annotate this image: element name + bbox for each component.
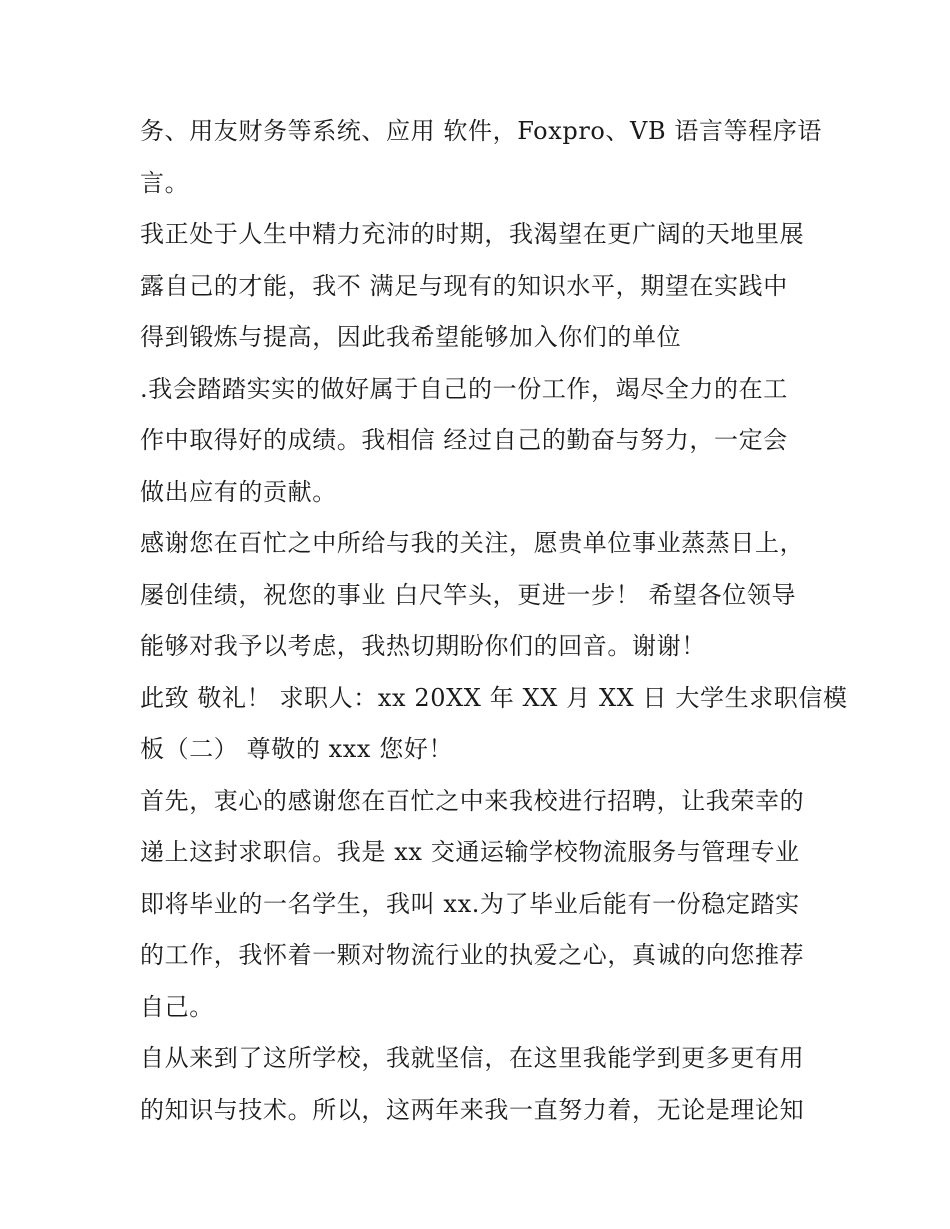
text-line: 的知识与技术。所以，这两年来我一直努力着，无论是理论知: [140, 1095, 805, 1124]
text-line: 做出应有的贡献。: [140, 477, 337, 506]
text-line: 务、用友财务等系统、应用 软件，Foxpro、VB 语言等程序语: [140, 117, 823, 145]
text-line: 言。: [140, 168, 190, 197]
text-line: 得到锻炼与提高，因此我希望能够加入你们的单位: [140, 323, 682, 351]
text-line: 能够对我予以考虑，我热切期盼你们的回音。谢谢！: [140, 632, 706, 660]
text-line: 作中取得好的成绩。我相信 经过自己的勤奋与努力，一定会: [140, 426, 788, 454]
text-line: 感谢您在百忙之中所给与我的关注，愿贵单位事业蒸蒸日上，: [140, 529, 805, 557]
text-line: 首先，衷心的感谢您在百忙之中来我校进行招聘，让我荣幸的: [140, 786, 805, 815]
text-line: 露自己的才能，我不 满足与现有的知识水平，期望在实践中: [140, 271, 788, 300]
text-line: 自己。: [140, 992, 214, 1021]
text-line: 屡创佳绩，祝您的事业 白尺竿头，更进一步！ 希望各位领导: [140, 580, 797, 609]
text-line: 此致 敬礼！ 求职人：xx 20XX 年 XX 月 XX 日 大学生求职信模: [140, 683, 848, 712]
text-line: 的工作，我怀着一颗对物流行业的执爱之心，真诚的向您推荐: [140, 941, 805, 969]
text-line: 即将毕业的一名学生，我叫 xx.为了毕业后能有一份稳定踏实: [140, 889, 800, 918]
text-line: 板（二） 尊敬的 xxx 您好！: [140, 735, 454, 763]
text-line: .我会踏踏实实的做好属于自己的一份工作，竭尽全力的在工: [140, 374, 788, 403]
text-line: 自从来到了这所学校，我就坚信，在这里我能学到更多更有用: [140, 1044, 805, 1072]
document-body: [140, 106, 848, 1136]
text-line: 递上这封求职信。我是 xx 交通运输学校物流服务与管理专业: [140, 838, 800, 866]
text-line: 我正处于人生中精力充沛的时期，我渴望在更广阔的天地里展: [140, 220, 805, 248]
